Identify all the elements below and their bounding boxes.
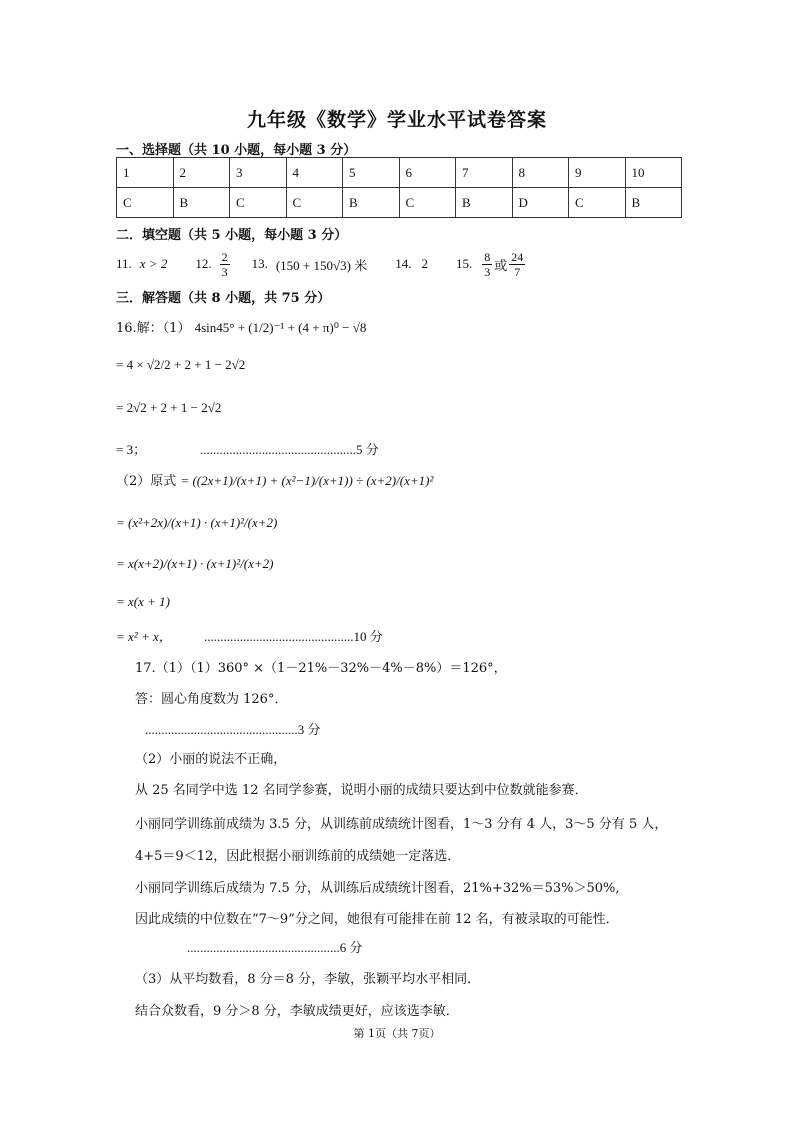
q15-or: 或 <box>494 258 508 274</box>
q17-line-6: 4+5＝9＜12，因此根据小丽训练前的成绩她一定落选． <box>135 849 461 864</box>
section-1-heading: 一、选择题（共 10 小题，每小题 3 分） <box>116 143 357 158</box>
q15-a-denominator: 3 <box>484 264 491 279</box>
table-cell: 3 <box>230 158 287 188</box>
q17-score-1: ...............................................3 分 <box>145 722 321 737</box>
q16-part1-line <box>116 317 366 336</box>
q13-answer: (150 + 150√3) 米 <box>275 257 368 273</box>
section-3-heading: 三．解答题（共 8 小题，共 75 分） <box>116 291 331 306</box>
q16-part2-line <box>116 470 433 489</box>
q15-fraction-b <box>509 250 525 279</box>
page-title: 九年级《数学》学业水平试卷答案 <box>246 109 547 131</box>
page-footer: 第 1页（共 7页） <box>353 1027 441 1040</box>
q16-expression: 4sin45° + (1/2)⁻¹ + (4 + π)⁰ − √8 <box>194 320 367 335</box>
q17-line-10: 结合众数看，9 分＞8 分，李敏成绩更好，应该选李敏． <box>135 1004 459 1019</box>
table-cell: 7 <box>456 158 513 188</box>
q17-line-8: 因此成绩的中位数在“7～9”分之间，她很有可能排在前 12 名，有被录取的可能性． <box>135 912 619 927</box>
q16-part2-label: （2）原式 <box>116 474 177 489</box>
q11-answer: x > 2 <box>139 256 168 271</box>
table-cell: B <box>343 188 400 218</box>
q16-score-1: ................................................5 分 <box>200 442 379 457</box>
q17-line-4: 从 25 名同学中选 12 名同学参赛，说明小丽的成绩只要达到中位数就能参赛． <box>135 783 588 798</box>
table-cell: B <box>173 188 230 218</box>
q17-score-2: ...............................................6 分 <box>187 940 363 955</box>
table-cell: B <box>625 188 682 218</box>
q17-part3: （3）从平均数看，8 分＝8 分，李敏，张颖平均水平相同． <box>135 972 481 987</box>
q16-step-1: = 4 × √2/2 + 2 + 1 − 2√2 <box>116 357 246 372</box>
q16-step-3: = 3； <box>116 442 147 457</box>
q16-part2-step-3: = x(x + 1) <box>116 594 170 609</box>
table-cell: C <box>230 188 287 218</box>
q15-number: 15. <box>455 256 473 271</box>
section-2-heading: 二．填空题（共 5 小题，每小题 3 分） <box>116 228 348 243</box>
table-cell: 5 <box>343 158 400 188</box>
q16-step-2: = 2√2 + 2 + 1 − 2√2 <box>116 400 222 415</box>
q16-score-2: ..............................................10 分 <box>204 629 383 644</box>
q17-line-5: 小丽同学训练前成绩为 3.5 分，从训练前成绩统计图看，1～3 分有 4 人，3～5 分有 5 人， <box>135 817 668 832</box>
q17-part2: （2）小丽的说法不正确， <box>135 752 287 767</box>
table-cell: C <box>286 188 343 218</box>
q17-answer: 答：圆心角度数为 126°． <box>135 692 288 707</box>
table-cell: 10 <box>625 158 682 188</box>
q15-b-numerator: 24 <box>511 249 524 264</box>
q15-a-numerator: 8 <box>484 249 491 264</box>
table-cell: 9 <box>569 158 626 188</box>
q15-b-denominator: 7 <box>514 264 521 279</box>
q12-fraction <box>220 250 230 279</box>
table-cell: 2 <box>173 158 230 188</box>
q13-number: 13. <box>251 256 268 271</box>
q12-number: 12. <box>195 256 212 271</box>
q14-answer: 2 <box>421 256 428 271</box>
table-cell: C <box>569 188 626 218</box>
table-cell: D <box>512 188 569 218</box>
fill-in-answers <box>116 246 527 282</box>
q12-numerator: 2 <box>221 249 228 264</box>
table-row-answers <box>117 188 682 218</box>
table-cell: 1 <box>117 158 174 188</box>
table-cell: C <box>399 188 456 218</box>
q16-part2-step-1: = (x²+2x)/(x+1) · (x+1)²/(x+2) <box>116 515 278 530</box>
q14-number: 14. <box>395 256 412 271</box>
table-row-numbers <box>117 158 682 188</box>
q16-part2-step-4: = x² + x， <box>116 629 172 644</box>
q17-line-7: 小丽同学训练后成绩为 7.5 分，从训练后成绩统计图看，21%+32%＝53%＞50%, <box>135 881 620 896</box>
table-cell: 4 <box>286 158 343 188</box>
q15-fraction-a <box>482 250 492 279</box>
answer-table <box>116 157 682 218</box>
q16-label: 16.解：（1） <box>116 321 191 336</box>
q17-part1: 17.（1）（1）360° ×（1－21%－32%－4%－8%）＝126°， <box>135 661 507 676</box>
q11-number: 11. <box>116 256 132 271</box>
q12-denominator: 3 <box>221 264 228 279</box>
table-cell: 6 <box>399 158 456 188</box>
table-cell: 8 <box>512 158 569 188</box>
q16-part2-expression: = ((2x+1)/(x+1) + (x²−1)/(x+1)) ÷ (x+2)/(x+1)² <box>180 473 434 488</box>
table-cell: B <box>456 188 513 218</box>
table-cell: C <box>117 188 174 218</box>
q16-part2-step-2: = x(x+2)/(x+1) · (x+1)²/(x+2) <box>116 556 274 571</box>
